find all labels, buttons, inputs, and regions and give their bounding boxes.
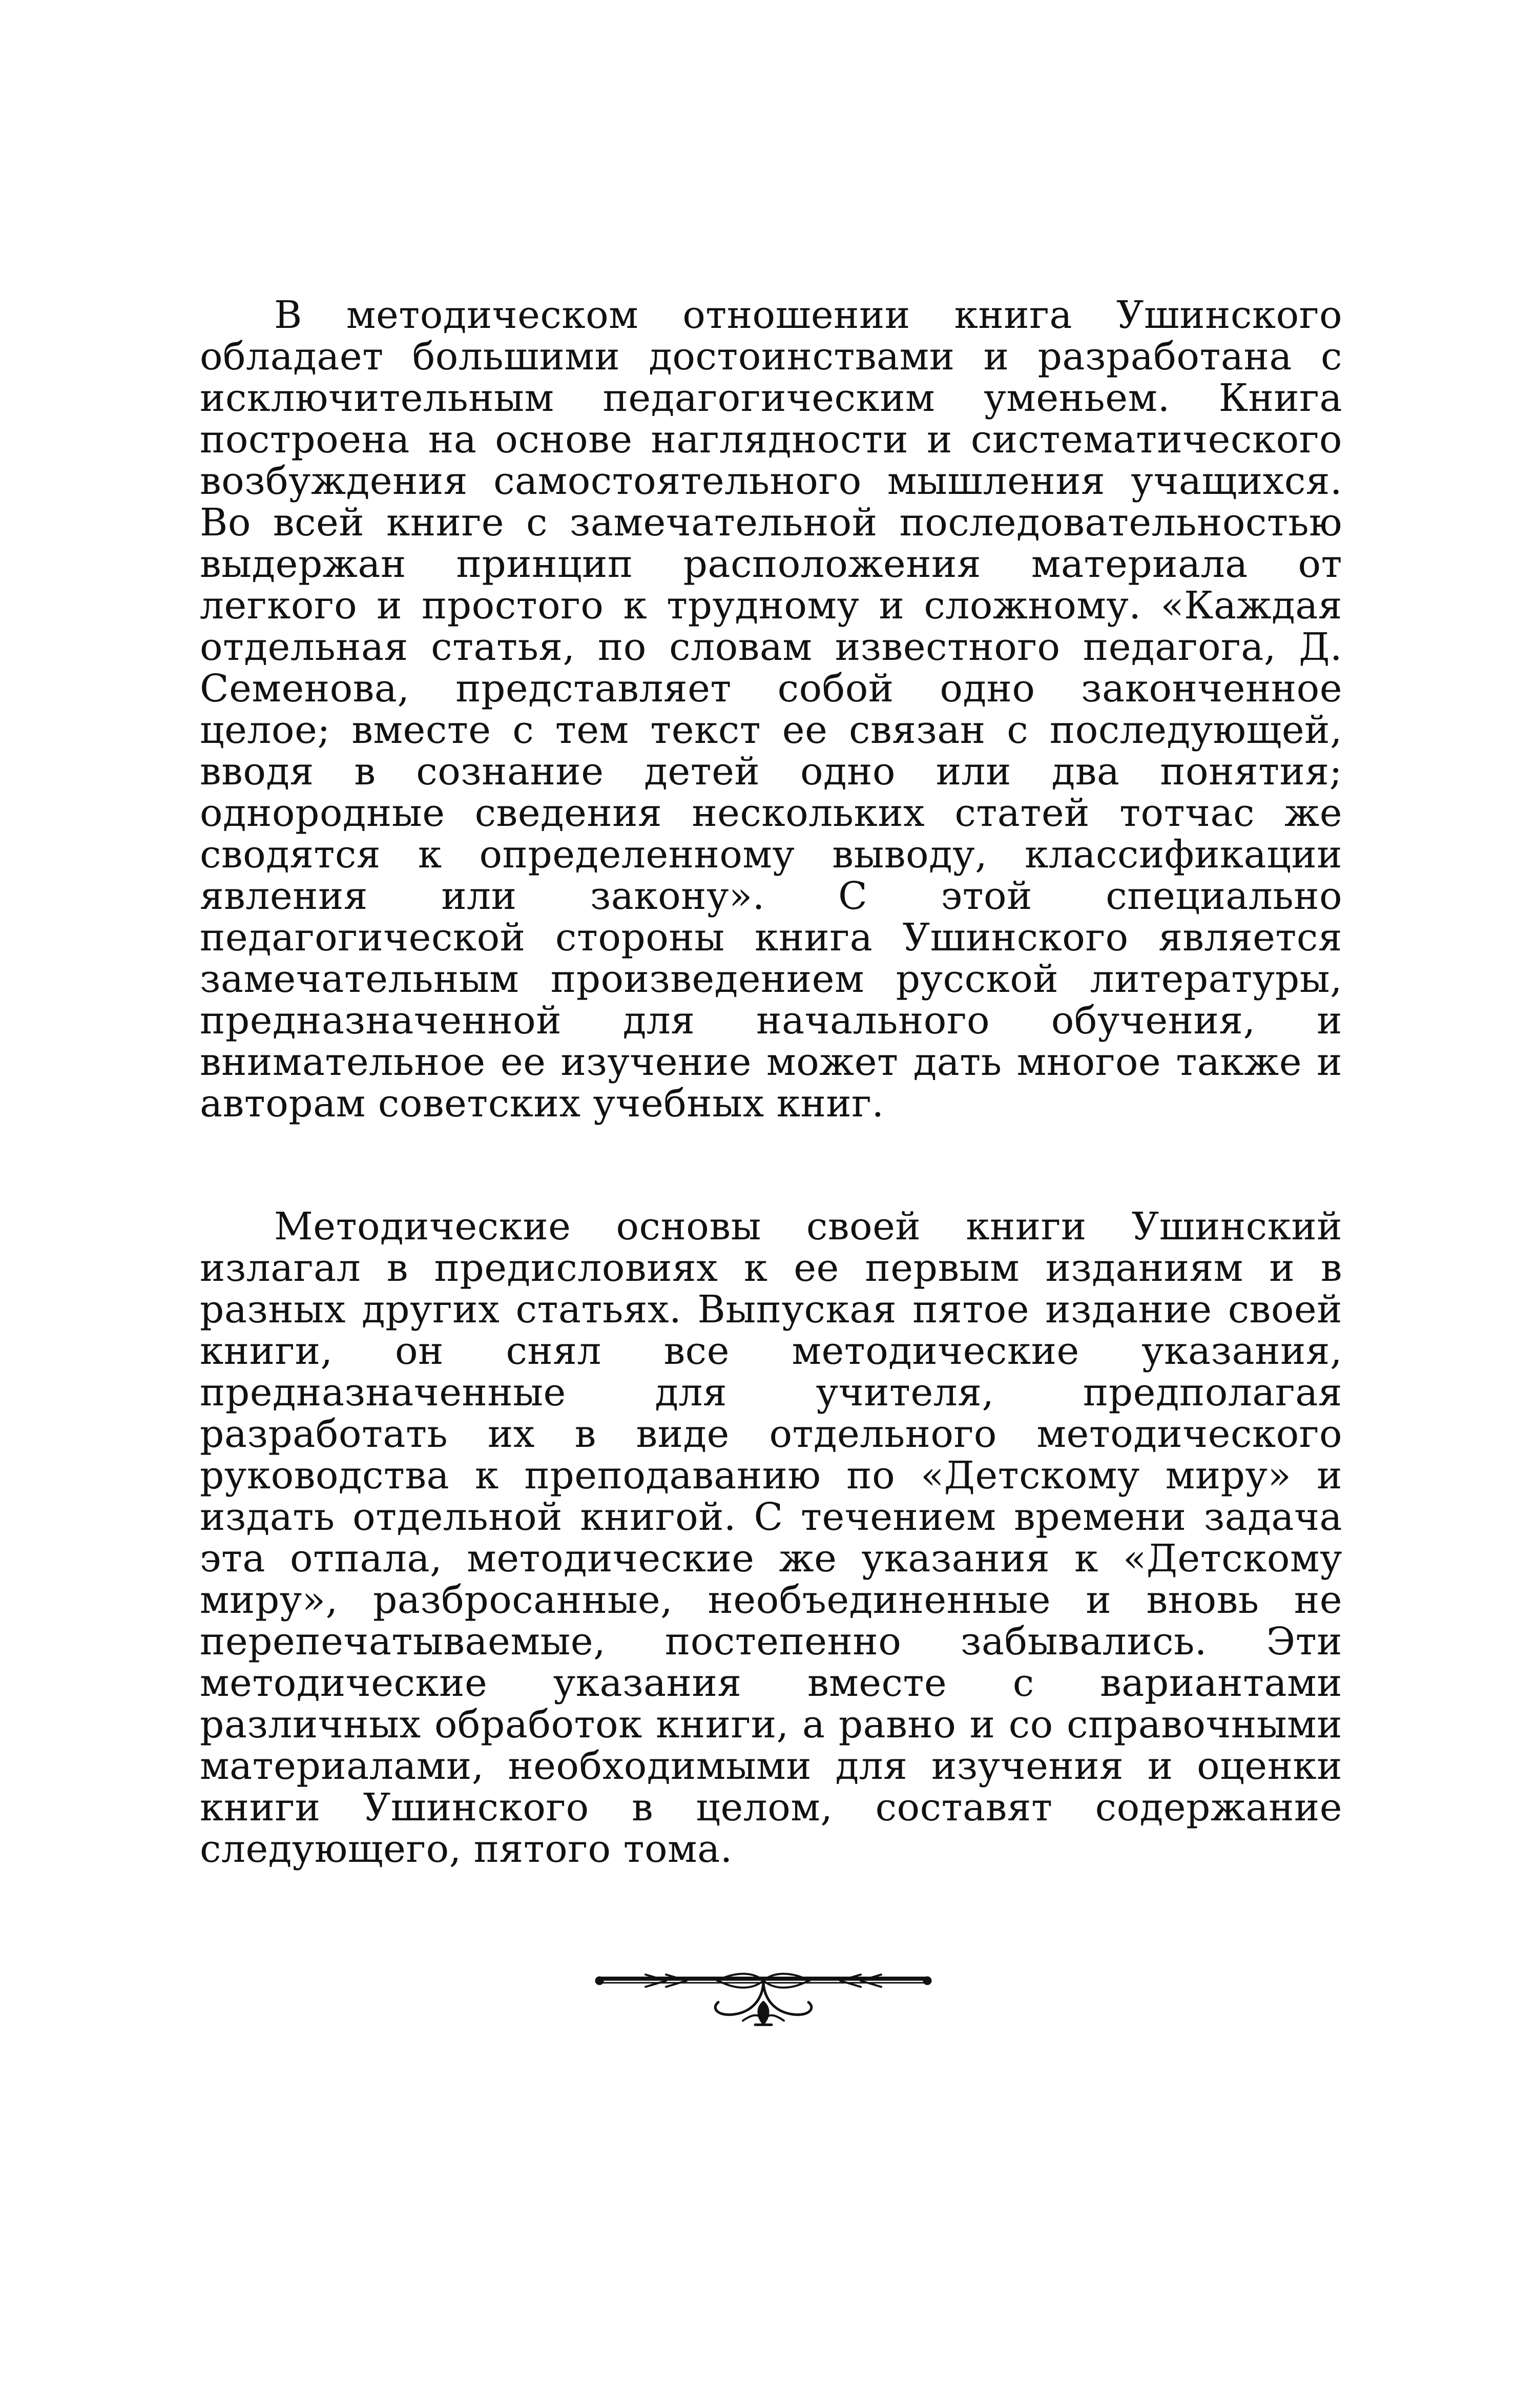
decorative-flourish-icon [589,1957,938,2039]
paragraph-1: В методическом отношении книга Ушинского обладает большими достоинствами и разработана с исключительным педагогическим уменьем. Книга построена на основе наглядности и систематического возбуждения самостоятельного мышления учащихся. Во всей книге с замечательной последовательностью выдержан принцип расположения материала от легкого и простого к трудному и сложному. «Каждая отдельная статья, по словам известного педагога, Д. Семенова, представляет собой одно законченное целое; вместе с тем текст ее связан с последующей, вводя в сознание детей одно или два понятия; однородные сведения нескольких статей тотчас же сводятся к определенному выводу, классификации явления или закону». С этой специально педагогической стороны книга Ушинского является замечательным произведением русской литературы, предназначенной для начального обучения, и внимательное ее изучение может дать многое также и авторам советских учебных книг. [200,293,1342,1126]
paragraph-block-1 [200,295,1342,1125]
paragraph-2: Методические основы своей книги Ушинский излагал в предисловиях к ее первым изданиям и в разных других статьях. Выпуская пятое издание своей книги, он снял все методические указания, предназначенные для учителя, предполагая разработать их в виде отдельного методического руководства к преподаванию по «Детскому миру» и издать отдельной книгой. С течением времени задача эта отпала, методические же указания к «Детскому миру», разбросанные, необъединенные и вновь не перепечатываемые, постепенно забывались. Эти методические указания вместе с вариантами различных обработок книги, а равно и со справочными материалами, необходимыми для изучения и оценки книги Ушинского в целом, составят содержание следующего, пятого тома. [200,1205,1342,1871]
paragraph-block-2 [200,1206,1342,1870]
